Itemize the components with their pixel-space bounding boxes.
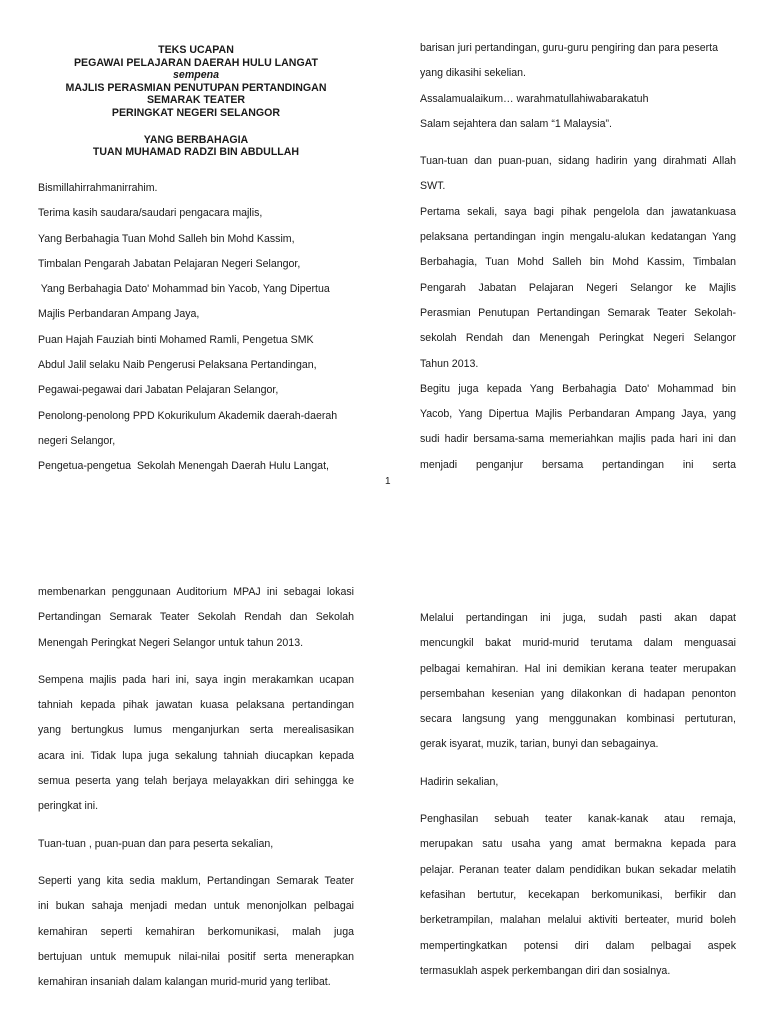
text-line: Perasmian Penutupan Pertandingan Semarak Teater Sekolah- [420, 306, 736, 319]
page1-left-column [38, 176, 354, 480]
text-line: yang bertungkus lumus menganjurkan serta merealisasikan [38, 724, 354, 737]
heading-speaker-name: TUAN MUHAMAD RADZI BIN ABDULLAH [92, 146, 300, 159]
heading-honorific: YANG BERBAHAGIA [143, 133, 249, 146]
page2-right-column [420, 606, 736, 984]
text-line: tahniah kepada pihak jawatan kuasa pelaksana pertandingan [38, 699, 354, 712]
text-line: Yang Berbahagia Dato' Mohammad bin Yacob, Yang Dipertua [38, 283, 330, 296]
text-line: pelaksana pertandingan ingin mengalu-alukan kedatangan Yang [420, 231, 736, 244]
text-line: pelbagai kemahiran. Hal ini demikian kerana teater merupakan [420, 662, 736, 675]
text-line: Pertandingan Semarak Teater Sekolah Rendah dan Sekolah [38, 611, 354, 624]
text-line: Penghasilan sebuah teater kanak-kanak atau remaja, [420, 813, 736, 826]
text-line: membenarkan penggunaan Auditorium MPAJ ini sebagai lokasi [38, 586, 354, 598]
text-line: berketrampilan, malahan melalui aktiviti berteater, murid boleh [420, 914, 736, 927]
heading-event-name: SEMARAK TEATER [146, 94, 246, 107]
text-line: Yacob, Yang Dipertua Majlis Perbandaran Ampang Jaya, yang [420, 408, 736, 421]
text-line: Bismillahirrahmanirrahim. [38, 182, 158, 194]
text-line: Pertama sekali, saya bagi pihak pengelola dan jawatankuasa [420, 205, 736, 218]
heading-event: MAJLIS PERASMIAN PENUTUPAN PERTANDINGAN [65, 81, 327, 94]
text-line: Penolong-penolong PPD Kokurikulum Akademik daerah-daerah [38, 409, 338, 422]
text-line: negeri Selangor, [38, 434, 116, 447]
text-line: gerak isyarat, muzik, tarian, bunyi dan sebagainya. [420, 738, 659, 751]
text-line: Menengah Peringkat Negeri Selangor untuk tahun 2013. [38, 636, 304, 649]
text-line: kemahiran seperti kemahiran berkomunikasi, malah juga [38, 925, 354, 938]
text-line: merupakan satu usaha yang amat bermakna kepada para [420, 838, 736, 851]
heading-sempena: sempena [173, 69, 219, 82]
text-line: Timbalan Pengarah Jabatan Pelajaran Negeri Selangor, [38, 257, 301, 270]
heading-level: PERINGKAT NEGERI SELANGOR [111, 106, 281, 119]
text-line: yang dikasihi sekelian. [420, 67, 526, 80]
text-line: secara langsung yang menggunakan kombinasi pertuturan, [420, 713, 736, 726]
text-line: mempertingkatkan potensi diri dalam pelbagai aspek [420, 939, 736, 952]
text-line: Tuan-tuan , puan-puan dan para peserta sekalian, [38, 837, 274, 850]
text-line: Tahun 2013. [420, 357, 479, 370]
document-page-1 [0, 0, 768, 500]
text-line: mencungkil bakat murid-murid terutama dalam menguasai [420, 637, 736, 650]
text-line: sudi hadir bersama-sama memeriahkan majlis pada hari ini dan [420, 433, 736, 446]
text-line: Yang Berbahagia Tuan Mohd Salleh bin Mohd Kassim, [38, 232, 295, 245]
text-line: Pegawai-pegawai dari Jabatan Pelajaran Selangor, [38, 384, 279, 397]
text-line: Berbahagia, Tuan Mohd Salleh bin Mohd Kassim, Timbalan [420, 256, 736, 269]
heading-title: TEKS UCAPAN [158, 44, 234, 56]
text-line: peringkat ini. [38, 800, 99, 813]
text-line: Seperti yang kita sedia maklum, Pertandingan Semarak Teater [38, 874, 354, 887]
text-line: bertujuan untuk memupuk nilai-nilai positif serta menerapkan [38, 950, 354, 963]
text-line: SWT. [420, 180, 446, 193]
text-line: barisan juri pertandingan, guru-guru pengiring dan para peserta [420, 42, 719, 54]
page1-right-column [420, 36, 736, 478]
text-line: Assalamualaikum… warahmatullahiwabarakatuh [420, 92, 649, 105]
text-line: Begitu juga kepada Yang Berbahagia Dato' Mohammad bin [420, 382, 736, 395]
text-line: Puan Hajah Fauziah binti Mohamed Ramli, Pengetua SMK [38, 333, 314, 346]
text-line: acara ini. Tidak lupa juga sekalung tahniah diucapkan kepada [38, 749, 354, 762]
text-line: ini bukan sahaja menjadi medan untuk menonjolkan pelbagai [38, 900, 354, 913]
text-line: semua peserta yang telah berjaya melayakkan diri sehingga ke [38, 775, 354, 788]
text-line: Sempena majlis pada hari ini, saya ingin merakamkan ucapan [38, 673, 354, 686]
text-line: Terima kasih saudara/saudari pengacara majlis, [38, 207, 263, 220]
text-line: Pengarah Jabatan Pelajaran Negeri Selangor ke Majlis [420, 281, 736, 294]
text-line: Tuan-tuan dan puan-puan, sidang hadirin yang dirahmati Allah [420, 155, 736, 168]
text-line: Pengetua-pengetua Sekolah Menengah Daerah Hulu Langat, [38, 460, 329, 473]
text-line: Majlis Perbandaran Ampang Jaya, [38, 308, 200, 321]
speech-heading [38, 44, 354, 159]
text-line: kemahiran insaniah dalam kalangan murid-murid yang terlibat. [38, 976, 331, 989]
text-line: Abdul Jalil selaku Naib Pengerusi Pelaksana Pertandingan, [38, 359, 317, 372]
text-line: kefasihan bertutur, kecekapan berkomunikasi, berfikir dan [420, 888, 736, 901]
text-line: termasuklah aspek perkembangan diri dan sosialnya. [420, 964, 671, 977]
heading-officer: PEGAWAI PELAJARAN DAERAH HULU LANGAT [73, 56, 319, 69]
text-line: Hadirin sekalian, [420, 775, 499, 788]
text-line: pelajar. Peranan teater dalam pendidikan bukan sekadar melatih [420, 863, 736, 876]
page-number: 1 [385, 476, 391, 487]
page2-left-column [38, 580, 354, 995]
text-line: menjadi penganjur bersama pertandingan ini serta [420, 458, 736, 471]
text-line: Salam sejahtera dan salam “1 Malaysia”. [420, 117, 612, 130]
document-page-2 [0, 560, 768, 1024]
text-line: sekolah Rendah dan Menengah Peringkat Negeri Selangor [420, 332, 736, 345]
text-line: Melalui pertandingan ini juga, sudah pasti akan dapat [420, 612, 736, 624]
text-line: persembahan kesenian yang dilakonkan di hadapan penonton [420, 687, 736, 700]
